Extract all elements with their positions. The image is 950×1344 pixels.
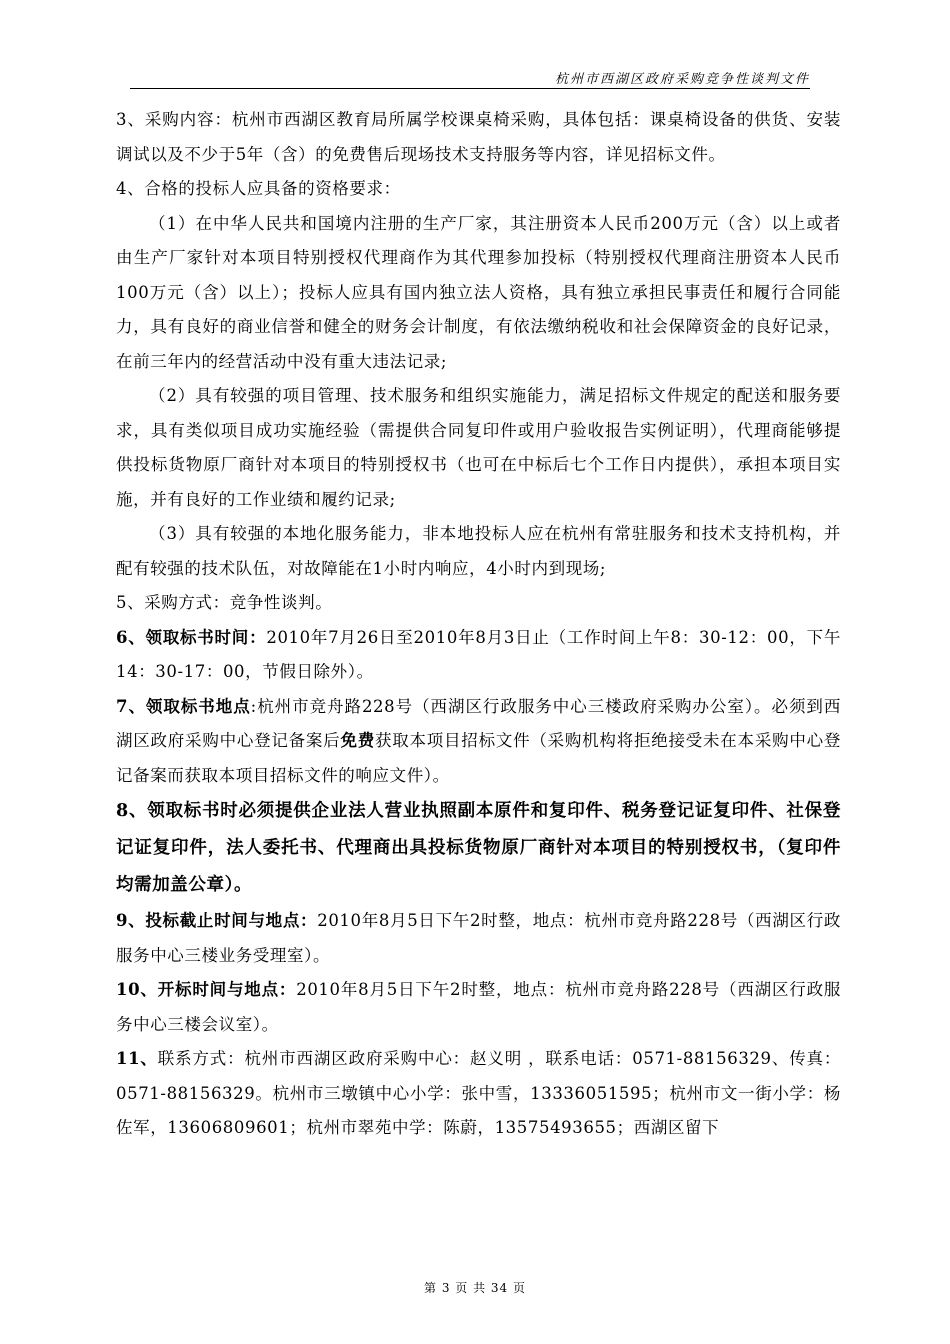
item-7-free: 免费 — [340, 731, 375, 750]
item-8-required-documents: 8、领取标书时必须提供企业法人营业执照副本原件和复印件、税务登记证复印件、社保登记证复印件，法人委托书、代理商出具投标货物原厂商针对本项目的特别授权书，（复印件均需加盖公章）。 — [116, 801, 841, 895]
item-11-contacts — [116, 1042, 841, 1146]
item-4-3: （3）具有较强的本地化服务能力，非本地投标人应在杭州有常驻服务和技术支持机构，并配有较强的技术队伍，对故障能在1小时内响应，4小时内到现场; — [116, 524, 841, 578]
item-9-text: 2010年8月5日下午2时整，地点：杭州市竞舟路228号（西湖区行政服务中心三楼业务受理室）。 — [116, 911, 841, 965]
item-7-text-a: :杭州市竞舟路228号（西湖区行政服务中心三楼政府采购办公室）。必须到西湖区政府采购中心登记备案后 — [116, 696, 841, 750]
item-7-collection-place — [116, 690, 841, 794]
item-6-collection-time — [116, 621, 841, 690]
item-11-text: 联系方式：杭州市西湖区政府采购中心：赵义明 ，联系电话：0571-88156329、传真：0571-88156329。杭州市三墩镇中心小学：张中雪，13336051595；杭州市文一街小学：杨佐军，13606809601；杭州市翠苑中学：陈蔚，13575493655；西湖区留下 — [116, 1049, 842, 1137]
item-5-procurement-method: 5、采购方式：竞争性谈判。 — [116, 593, 333, 612]
item-4-qualifications: 4、合格的投标人应具备的资格要求： — [116, 179, 401, 198]
item-10-opening — [116, 973, 841, 1042]
item-9-label: 9、投标截止时间与地点： — [116, 911, 318, 930]
item-9-deadline — [116, 904, 841, 973]
item-7-text-b: 获取本项目招标文件（采购机构将拒绝接受未在本采购中心登记备案而获取本项目招标文件的响应文件）。 — [116, 731, 841, 785]
page-header-title: 杭州市西湖区政府采购竞争性谈判文件 — [554, 72, 810, 87]
item-6-text: 2010年7月26日至2010年8月3日止（工作时间上午8：30-12：00，下午14：30-17：00，节假日除外）。 — [116, 627, 841, 681]
item-7-label: 7、领取标书地点 — [116, 696, 251, 716]
header-rule — [130, 88, 810, 89]
page-number: 第 3 页 共 34 页 — [424, 1281, 526, 1295]
item-11-label: 11、 — [116, 1049, 158, 1068]
item-6-label: 6、领取标书时间： — [116, 627, 267, 647]
document-body — [116, 103, 841, 1146]
item-3-procurement-content: 3、采购内容：杭州市西湖区教育局所属学校课桌椅采购，具体包括：课桌椅设备的供货、安装调试以及不少于5年（含）的免费售后现场技术支持服务等内容，详见招标文件。 — [116, 110, 841, 164]
item-4-1: （1）在中华人民共和国境内注册的生产厂家，其注册资本人民币200万元（含）以上或者由生产厂家针对本项目特别授权代理商作为其代理参加投标（特别授权代理商注册资本人民币100万元（含）以上）；投标人应具有国内独立法人资格，具有独立承担民事责任和履行合同能力，具有良好的商业信誉和健全的财务会计制度，有依法缴纳税收和社会保障资金的良好记录，在前三年内的经营活动中没有重大违法记录; — [116, 213, 841, 371]
item-10-label: 10、开标时间与地点： — [116, 980, 297, 999]
item-10-text: 2010年8月5日下午2时整，地点：杭州市竞舟路228号（西湖区行政服务中心三楼会议室）。 — [116, 980, 841, 1034]
item-4-2: （2）具有较强的项目管理、技术服务和组织实施能力，满足招标文件规定的配送和服务要求，具有类似项目成功实施经验（需提供合同复印件或用户验收报告实例证明），代理商能够提供投标货物原厂商针对本项目的特别授权书（也可在中标后七个工作日内提供），承担本项目实施，并有良好的工作业绩和履约记录; — [116, 386, 841, 509]
